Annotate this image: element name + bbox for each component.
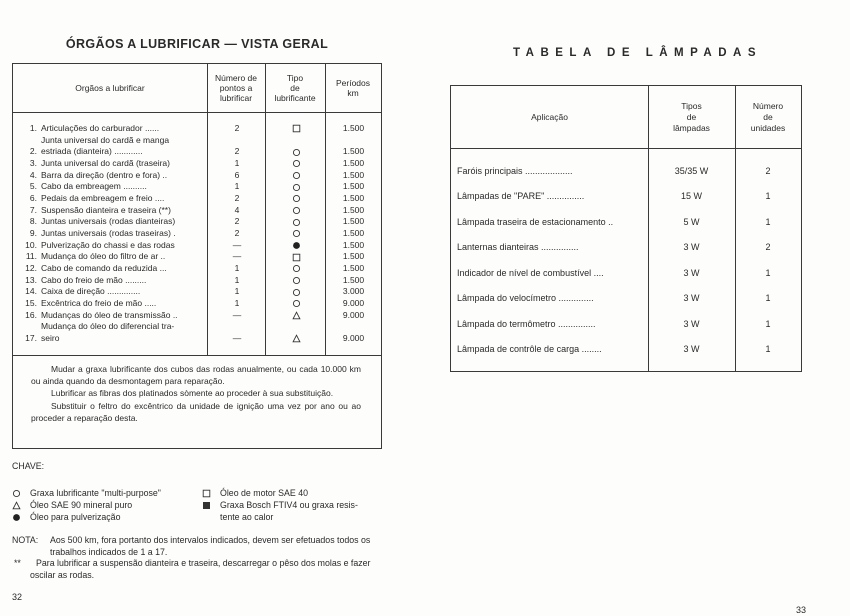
item-name xyxy=(37,193,208,205)
item-name xyxy=(37,181,208,193)
period-km: 1.500 xyxy=(342,146,365,157)
open-square-icon xyxy=(202,487,220,499)
table-row xyxy=(13,158,381,170)
header-line: Períodos xyxy=(335,77,371,88)
table-row xyxy=(13,123,381,135)
key-column xyxy=(12,487,161,523)
header-line: Número xyxy=(752,100,784,111)
header-label: Orgãos a lubrificar xyxy=(75,82,145,93)
table-row xyxy=(451,158,801,184)
item-name-line: Pulverização do chassi e das rodas xyxy=(41,239,175,250)
item-number: 1. xyxy=(29,123,37,133)
header-label: Aplicação xyxy=(531,111,568,122)
key-text-line: Óleo para pulverização xyxy=(30,512,121,522)
lubrication-table xyxy=(12,63,382,449)
lamp-type: 3 W xyxy=(683,242,700,253)
period-km: 9.000 xyxy=(342,297,365,308)
lamp-type: 3 W xyxy=(683,318,700,329)
lubrication-points: — xyxy=(232,332,242,343)
period-km: 1.500 xyxy=(342,227,365,238)
period-km: 1.500 xyxy=(342,216,365,227)
item-name xyxy=(37,263,208,275)
key-text xyxy=(30,499,132,511)
open-circle-icon xyxy=(12,487,30,499)
item-name-line: Excêntrica do freio de mão ..... xyxy=(41,297,157,308)
item-name-continuation: seiro xyxy=(41,332,60,343)
item-name-line: Mudança do óleo do diferencial tra- xyxy=(41,321,175,332)
lubricant-type xyxy=(266,170,326,182)
lamp-application: Indicador de nível de combustível .... xyxy=(457,267,604,278)
footnote-text: Para lubrificar a suspensão dianteira e traseira, descarregar o pêso dos molas e fazer oscilar as rodas. xyxy=(30,558,371,580)
lubrication-points: 2 xyxy=(234,146,240,157)
key-text xyxy=(220,499,358,523)
lubricant-type xyxy=(266,216,326,228)
item-name-line: Suspensão dianteira e traseira (**) xyxy=(41,204,171,215)
open-triangle-icon xyxy=(292,311,301,320)
item-name xyxy=(37,251,208,263)
lubricant-type xyxy=(266,228,326,240)
item-name xyxy=(37,310,208,322)
table-row xyxy=(13,310,381,322)
item-number: 11. xyxy=(25,251,37,262)
item-name-continuation: estriada (dianteira) ............ xyxy=(41,146,143,157)
lubrication-points: 1 xyxy=(234,274,240,285)
header-line: km xyxy=(347,88,359,98)
header-units xyxy=(735,86,801,148)
lubricant-type xyxy=(266,310,326,322)
item-number: 5. xyxy=(29,181,37,192)
item-name xyxy=(37,275,208,287)
item-number: 6. xyxy=(29,192,37,203)
header-line: de xyxy=(686,111,697,122)
header-line: pontos a xyxy=(219,82,253,93)
header-item xyxy=(13,64,207,112)
open-square-icon xyxy=(292,124,301,133)
item-number: 7. xyxy=(29,204,37,215)
header-application xyxy=(451,86,648,148)
item-name xyxy=(37,286,208,298)
lubricant-type xyxy=(266,240,326,252)
lamp-units: 1 xyxy=(765,191,771,202)
table-row xyxy=(13,205,381,217)
lubricant-type xyxy=(266,193,326,205)
lamp-type: 35/35 W xyxy=(674,165,709,176)
lamp-application: Faróis principais ................... xyxy=(457,165,573,176)
period-km: 9.000 xyxy=(342,332,365,343)
key-item xyxy=(12,511,161,523)
period-km: 1.500 xyxy=(342,251,365,262)
open-triangle-icon xyxy=(292,334,301,343)
item-number: 10. xyxy=(25,239,37,250)
lamp-type: 3 W xyxy=(683,344,700,355)
lubrication-points: 1 xyxy=(234,286,240,297)
table-notes xyxy=(13,355,381,448)
open-circle-icon xyxy=(292,276,301,285)
period-km: 1.500 xyxy=(342,123,365,133)
header-line: Tipos xyxy=(681,100,702,111)
header-line: Tipo xyxy=(286,72,304,83)
filled-square-icon xyxy=(202,499,220,511)
page-number: 32 xyxy=(12,592,23,602)
item-name xyxy=(37,170,208,182)
page-number: 33 xyxy=(796,605,807,615)
table-row xyxy=(13,263,381,275)
lamp-type: 3 W xyxy=(683,267,700,278)
lamp-units: 2 xyxy=(765,242,771,253)
table-row xyxy=(451,184,801,210)
table-row xyxy=(13,251,381,263)
item-name-line: Junta universal do cardã e manga xyxy=(41,134,170,145)
key-text xyxy=(30,487,161,499)
item-name-line: Junta universal do cardã (traseira) xyxy=(41,157,170,168)
lubrication-points: — xyxy=(232,309,242,320)
lamp-type: 3 W xyxy=(683,293,700,304)
item-number: 13. xyxy=(25,274,37,285)
item-name-line: Pedais da embreagem e freio .... xyxy=(41,192,165,203)
table-body xyxy=(451,158,801,362)
lamp-application: Lâmpada do velocímetro .............. xyxy=(457,293,594,304)
table-row xyxy=(13,286,381,298)
lubrication-points: — xyxy=(232,251,242,262)
open-circle-icon xyxy=(292,171,301,180)
header-period xyxy=(325,64,381,112)
note-paragraph: Substituir o feltro do excêntrico da unidade de ignição uma vez por ano ou ao proceder a reparação desta. xyxy=(31,400,361,423)
item-name-line: Mudança do óleo do filtro de ar .. xyxy=(41,251,166,262)
table-row xyxy=(451,209,801,235)
nota-text: Aos 500 km, fora portanto dos intervalos indicados, devem ser efetuados todos os trabalhos indicados de 1 a 17. xyxy=(50,535,371,557)
lamp-type: 15 W xyxy=(680,191,702,202)
table-row xyxy=(13,298,381,310)
lubrication-points: 2 xyxy=(234,216,240,227)
lubricant-type xyxy=(266,298,326,310)
item-name xyxy=(37,298,208,310)
lubrication-points: 1 xyxy=(234,181,240,192)
open-circle-icon xyxy=(292,159,301,168)
lamp-units: 1 xyxy=(765,216,771,227)
open-circle-icon xyxy=(292,183,301,192)
table-row xyxy=(13,321,381,344)
lamp-application: Lâmpadas de "PARE" ............... xyxy=(457,191,585,202)
period-km: 3.000 xyxy=(342,286,365,297)
lubrication-points: 1 xyxy=(234,297,240,308)
open-circle-icon xyxy=(292,288,301,297)
item-name xyxy=(37,228,208,240)
table-row xyxy=(13,193,381,205)
period-km: 1.500 xyxy=(342,169,365,180)
header-line: unidades xyxy=(750,122,786,133)
header-line: lubrificante xyxy=(274,93,316,104)
open-circle-icon xyxy=(292,218,301,227)
key-text-line: Óleo de motor SAE 40 xyxy=(220,488,309,498)
lubrication-points: 4 xyxy=(234,204,240,215)
item-name xyxy=(37,216,208,228)
lubricant-type xyxy=(266,181,326,193)
lubrication-points: 6 xyxy=(234,169,240,180)
key-text-line: Óleo SAE 90 mineral puro xyxy=(30,500,133,510)
lamp-units: 2 xyxy=(765,165,771,176)
period-km: 1.500 xyxy=(342,204,365,215)
filled-circle-icon xyxy=(292,241,301,250)
lamp-units: 1 xyxy=(765,293,771,304)
header-line: de xyxy=(763,111,773,122)
open-triangle-icon xyxy=(12,499,30,511)
lubrication-points: 2 xyxy=(234,227,240,238)
table-row xyxy=(13,170,381,182)
lamp-table xyxy=(450,85,802,372)
item-number: 17. xyxy=(25,332,37,343)
lubricant-type xyxy=(266,205,326,217)
key-item xyxy=(12,487,161,499)
item-number: 14. xyxy=(25,286,37,297)
lubrication-points: 1 xyxy=(234,157,240,168)
table-row xyxy=(451,337,801,363)
open-circle-icon xyxy=(292,206,301,215)
table-row xyxy=(13,240,381,252)
table-row xyxy=(13,275,381,287)
period-km: 9.000 xyxy=(342,309,365,320)
item-name-line: Juntas universais (rodas traseiras) . xyxy=(41,227,176,238)
key-item xyxy=(202,499,358,523)
item-name xyxy=(37,240,208,252)
lubricant-type xyxy=(266,251,326,263)
item-name xyxy=(37,158,208,170)
item-number: 16. xyxy=(25,309,37,320)
table-body xyxy=(13,123,381,344)
table-header xyxy=(451,86,801,149)
lubricant-type xyxy=(266,158,326,170)
note-paragraph: Mudar a graxa lubrificante dos cubos das rodas anualmente, ou cada 10.000 km ou ainda quando da desmontagem para reparação. xyxy=(31,364,361,387)
item-name xyxy=(37,135,208,158)
item-name-line: Juntas universais (rodas dianteiras) xyxy=(41,216,176,227)
header-line: de xyxy=(290,82,300,93)
item-name xyxy=(37,205,208,217)
lamp-application: Lâmpada do termômetro ............... xyxy=(457,318,596,329)
period-km: 1.500 xyxy=(342,239,365,250)
period-km: 1.500 xyxy=(342,192,365,203)
lubrication-points: — xyxy=(232,239,242,250)
item-name xyxy=(37,123,208,135)
item-number: 8. xyxy=(29,216,37,227)
item-number: 3. xyxy=(29,157,37,168)
nota-label: NOTA: xyxy=(12,535,39,545)
item-number: 15. xyxy=(25,297,37,308)
key-text xyxy=(220,487,308,499)
key-text-continuation: tente ao calor xyxy=(220,512,274,522)
table-row xyxy=(13,228,381,240)
lubricant-type xyxy=(266,333,326,345)
open-circle-icon xyxy=(292,229,301,238)
lamp-type: 5 W xyxy=(683,216,700,227)
item-name-line: Cabo de comando da reduzida ... xyxy=(41,262,167,273)
period-km: 1.500 xyxy=(342,157,365,168)
open-square-icon xyxy=(292,253,301,262)
page-title: TABELA DE LÂMPADAS xyxy=(512,47,763,59)
key-text-line: Graxa lubrificante "multi-purpose" xyxy=(30,488,161,498)
item-number: 12. xyxy=(25,262,37,273)
table-row xyxy=(451,311,801,337)
footnote-marker: ** xyxy=(14,558,21,568)
lubricant-type xyxy=(266,275,326,287)
item-number: 9. xyxy=(29,227,37,238)
item-name-line: Barra da direção (dentro e fora) .. xyxy=(41,169,168,180)
item-name-line: Mudanças do óleo de transmissão .. xyxy=(41,309,178,320)
table-row xyxy=(451,286,801,312)
item-name-line: Cabo do freio de mão ......... xyxy=(41,274,147,285)
item-name-line: Articulações do carburador ...... xyxy=(41,123,160,133)
lamp-application: Lâmpada de contrôle de carga ........ xyxy=(457,344,602,355)
lamp-application: Lâmpada traseira de estacionamento .. xyxy=(457,216,614,227)
key-item xyxy=(202,487,358,499)
key-column xyxy=(202,487,358,523)
open-circle-icon xyxy=(292,264,301,273)
item-name xyxy=(37,321,208,344)
key-label: CHAVE: xyxy=(12,461,45,471)
header-lubricant-type xyxy=(265,64,325,112)
item-name-line: Caixa de direção .............. xyxy=(41,286,141,297)
item-number: 4. xyxy=(29,169,37,180)
period-km: 1.500 xyxy=(342,181,365,192)
item-name-line: Cabo da embreagem .......... xyxy=(41,181,147,192)
period-km: 1.500 xyxy=(342,262,365,273)
filled-circle-icon xyxy=(12,511,30,523)
lubrication-points: 1 xyxy=(234,262,240,273)
table-row xyxy=(13,135,381,158)
header-line: lâmpadas xyxy=(673,122,710,133)
open-circle-icon xyxy=(292,299,301,308)
table-row xyxy=(13,181,381,193)
lamp-units: 1 xyxy=(765,344,771,355)
lubricant-type xyxy=(266,286,326,298)
lubrication-points: 2 xyxy=(234,123,240,133)
lubricant-type xyxy=(266,146,326,158)
key-text xyxy=(30,511,120,523)
lamp-units: 1 xyxy=(765,318,771,329)
header-points xyxy=(207,64,265,112)
key-text-line: Graxa Bosch FTIV4 ou graxa resis- xyxy=(220,500,358,510)
page-title: ÓRGÃOS A LUBRIFICAR — VISTA GERAL xyxy=(65,37,329,51)
lubricant-type xyxy=(266,263,326,275)
table-row xyxy=(13,216,381,228)
item-number: 2. xyxy=(29,146,37,157)
lubricant-type xyxy=(266,123,326,135)
lubrication-points: 2 xyxy=(234,192,240,203)
table-row xyxy=(451,260,801,286)
open-circle-icon xyxy=(292,148,301,157)
header-lamp-type xyxy=(648,86,735,148)
table-row xyxy=(451,235,801,261)
key-item xyxy=(12,499,161,511)
period-km: 1.500 xyxy=(342,274,365,285)
open-circle-icon xyxy=(292,194,301,203)
header-line: lubrificar xyxy=(219,93,253,104)
lamp-units: 1 xyxy=(765,267,771,278)
header-line: Número de xyxy=(214,72,258,83)
lamp-application: Lanternas dianteiras ............... xyxy=(457,242,579,253)
note-paragraph: Lubrificar as fibras dos platinados sòmente ao proceder à sua substituição. xyxy=(51,388,334,399)
